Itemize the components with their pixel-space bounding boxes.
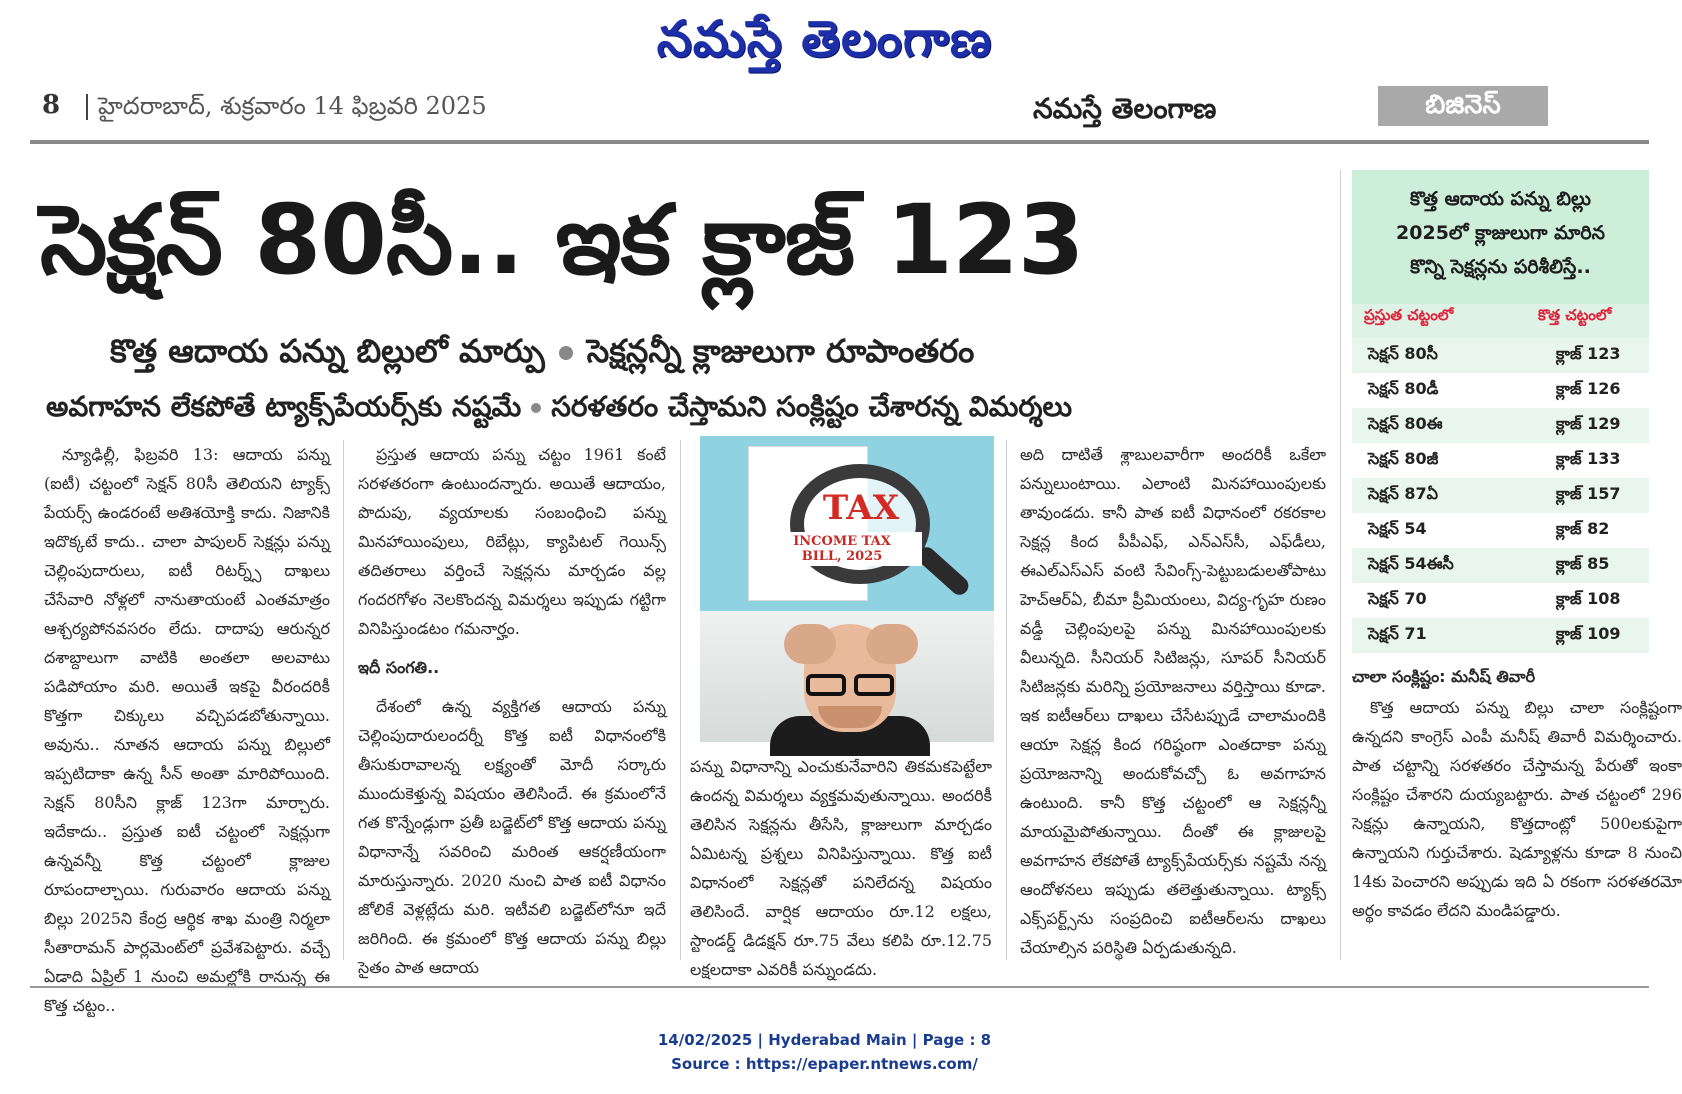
bill-label-line-1: INCOME TAX <box>793 534 891 549</box>
subheadline-1b: సెక్షన్లన్నీ క్లాజులుగా రూపాంతరం <box>586 332 975 370</box>
table-title-line-3: కొన్ని సెక్షన్లను పరిశీలిస్తే.. <box>1410 256 1591 278</box>
top-rule <box>30 140 1649 144</box>
folio-paper-name: నమస్తే తెలంగాణ <box>1033 92 1217 125</box>
man-left-hand <box>784 624 836 664</box>
column-2-text-b: దేశంలో ఉన్న వ్యక్తిగత ఆదాయ పన్ను చెల్లింపుదారులందర్నీ కొత్త ఐటీ విధానంలోకి తీసుకురావాలన్న లక్ష్యంతో మోదీ సర్కారు ముందుకెళ్తున్న విషయం తెలిసిందే. ఈ క్రమంలోనే గత కొన్నేండ్లుగా ప్రతీ బడ్జెట్‌లో కొత్త ఆదాయ పన్ను విధానాన్నే సవరించి మరింత ఆకర్షణీయంగా మారుస్తున్నారు. 2020 నుంచి పాత ఐటీ విధానం జోలికే వెళ్లట్లేదు మరి. ఇటీవలి బడ్జెట్‌లోనూ ఇదే జరిగింది. ఈ క్రమంలో కొత్త ఆదాయ పన్ను బిల్లు సైతం పాత ఆదాయ <box>358 697 666 977</box>
subheadline-1a: కొత్త ఆదాయ పన్ను బిల్లులో మార్పు <box>110 332 545 370</box>
table-row <box>1352 513 1649 548</box>
table-title-line-1: కొత్త ఆదాయ పన్ను బిల్లు <box>1409 188 1592 210</box>
old-section: సెక్షన్ 71 <box>1368 624 1427 643</box>
subheadline-1 <box>110 332 1310 378</box>
bullet-dot <box>531 403 541 413</box>
epaper-footer <box>0 1028 1649 1076</box>
man-glasses <box>804 674 896 696</box>
folio-bar <box>38 86 1538 130</box>
table-row <box>1352 373 1649 408</box>
table-row <box>1352 618 1649 653</box>
old-section: సెక్షన్ 54 <box>1368 519 1427 538</box>
subheadline-2 <box>46 390 1326 430</box>
new-clause: క్లాజ్ 157 <box>1556 484 1621 503</box>
side-article-body: కొత్త ఆదాయ పన్ను బిల్లు చాలా సంక్లిష్టంగా ఉన్నదని కాంగ్రెస్ ఎంపీ మనీష్ తివారీ విమర్శించారు. పాత చట్టాన్ని సరళతరం చేస్తామన్న పేరుతో ఇంకా సంక్లిష్టం చేశారని దుయ్యబట్టారు. పాత చట్టంలో 296 సెక్షన్లు ఉన్నాయని, కొత్తదాంట్లో 500లకుపైగా ఉన్నాయని గుర్తుచేశారు. షెడ్యూళ్లను కూడా 8 నుంచి 14కు పెంచారని అప్పుడు ఇది ఏ రకంగా సరళతరమో అర్థం కావడం లేదని మండిపడ్డారు. <box>1352 698 1682 920</box>
article-column-2 <box>358 440 666 977</box>
new-clause: క్లాజ్ 82 <box>1556 519 1610 538</box>
column-2-subheading: ఇదీ సంగతి.. <box>358 658 440 677</box>
table-row <box>1352 443 1649 478</box>
folio-divider <box>86 94 88 120</box>
bullet-dot <box>559 346 573 360</box>
old-section: సెక్షన్ 80ఈ <box>1368 414 1443 433</box>
old-section: సెక్షన్ 80జీ <box>1368 449 1439 468</box>
column-header-old: ప్రస్తుత చట్టంలో <box>1364 306 1454 324</box>
new-clause: క్లాజ్ 85 <box>1556 554 1610 573</box>
newspaper-logo: నమస్తే తెలంగాణ <box>656 9 993 68</box>
table-row <box>1352 478 1649 513</box>
footer-source-line[interactable]: Source : https://epaper.ntnews.com/ <box>671 1055 978 1073</box>
column-divider <box>1006 440 1007 960</box>
article-column-4 <box>1020 440 1326 960</box>
tax-label: TAX <box>822 488 900 528</box>
article-headline: సెక్షన్ 80సీ.. ఇక క్లాజ్ 123 <box>40 184 1084 296</box>
table-title <box>1352 170 1649 304</box>
new-clause: క్లాజ్ 133 <box>1556 449 1621 468</box>
bottom-rule <box>30 986 1649 988</box>
article-column-1 <box>44 440 330 1015</box>
income-tax-bill-label <box>762 532 922 566</box>
article-column-3 <box>690 752 992 979</box>
column-2-text-a: ప్రస్తుత ఆదాయ పన్ను చట్టం 1961 కంటే సరళతరంగా ఉంటుందన్నారు. అయితే ఆదాయం, పొదుపు, వ్యయాలకు సంబంధించి పన్ను మినహాయింపులు, రిబేట్లు, క్యాపిటల్ గెయిన్స్ తదితరాలు వర్తించే సెక్షన్లను మార్చడం వల్ల గందరగోళం నెలకొందన్న విమర్శలు ఇప్పుడు గట్టిగా వినిపిస్తుండటం గమనార్హం. <box>358 445 666 638</box>
new-clause: క్లాజ్ 129 <box>1556 414 1621 433</box>
new-clause: క్లాజ్ 123 <box>1556 344 1621 363</box>
column-header-new: కొత్త చట్టంలో <box>1538 306 1612 324</box>
new-clause: క్లాజ్ 108 <box>1556 589 1621 608</box>
column-divider <box>1340 170 1341 960</box>
table-row <box>1352 338 1649 373</box>
column-1-text: న్యూఢిల్లీ, ఫిబ్రవరి 13: ఆదాయ పన్ను (ఐటీ) చట్టంలో సెక్షన్ 80సీ తెలియని ట్యాక్స్ పేయర్స్ ఉండరంటే అతిశయోక్తి కాదు. నిజానికి ఇదొక్కటే కాదు.. చాలా పాపులర్ సెక్షన్లు పన్ను చెల్లింపుదారులు, ఐటీ రిటర్న్స్ దాఖలు చేసేవారి నోళ్లలో నానుతాయంటే ఎంతమాత్రం ఆశ్చర్యపోనవసరం లేదు. దాదాపు ఆరున్నర దశాబ్దాలుగా వాటికి అంతలా అలవాటు పడిపోయాం మరి. అయితే ఇకపై వీరందరికీ కొత్తగా చిక్కులు వచ్చిపడబోతున్నాయి. అవును.. నూతన ఆదాయ పన్ను బిల్లులో ఇప్పటిదాకా ఉన్న సీన్ అంతా మారిపోయింది. సెక్షన్ 80సీని క్లాజ్ 123గా మార్చారు. ఇదేకాదు.. ప్రస్తుత ఐటీ చట్టంలో సెక్షన్లుగా ఉన్నవన్నీ కొత్త చట్టంలో క్లాజుల రూపందాల్చాయి. గురువారం ఆదాయ పన్ను బిల్లు 2025ని కేంద్ర ఆర్థిక శాఖ మంత్రి నిర్మలా సీతారామన్ పార్లమెంట్‌లో ప్రవేశపెట్టారు. వచ్చే ఏడాది ఏప్రిల్ 1 నుంచి అమల్లోకి రానున్న ఈ కొత్త చట్టం.. <box>44 445 330 1015</box>
table-row <box>1352 408 1649 443</box>
subheadline-2a: అవగాహన లేకపోతే ట్యాక్స్‌పేయర్స్‌కు నష్టమే <box>46 390 522 423</box>
table-row <box>1352 548 1649 583</box>
side-article-heading: చాలా సంక్లిష్టం: మనీష్ తివారీ <box>1352 667 1536 686</box>
article-photo <box>700 436 994 742</box>
section-clause-table <box>1352 170 1649 646</box>
old-section: సెక్షన్ 87ఏ <box>1368 484 1439 503</box>
column-4-text: అది దాటితే శ్లాబులవారీగా అందరికీ ఒకేలా పన్నులుంటాయి. ఎలాంటి మినహాయింపులకు తావుండదు. కానీ పాత ఐటీ విధానంలో రకరకాల సెక్షన్ల కింద పీపీఎఫ్, ఎన్ఎస్‌సీ, ఎఫ్‌డీలు, ఈఎల్ఎస్ఎస్ వంటి సేవింగ్స్-పెట్టుబడులతోపాటు హెచ్ఆర్ఏ, బీమా ప్రీమియంలు, విద్య-గృహ రుణం వడ్డీ చెల్లింపులపై పన్ను మినహాయింపులకు వీలున్నది. సీనియర్ సిటిజన్లు, సూపర్ సీనియర్ సిటిజన్లకు మరిన్ని ప్రయోజనాలు వర్తిస్తాయి కూడా. ఇక ఐటీఆర్‌లు దాఖలు చేసేటప్పుడే చాలామందికి ఆయా సెక్షన్ల కింద గరిష్ఠంగా ఎంతదాకా పన్ను ప్రయోజనాన్ని అందుకోవచ్చో ఓ అవగాహన ఉంటుంది. కానీ కొత్త చట్టంలో ఆ సెక్షన్లన్నీ మాయమైపోతున్నాయి. దీంతో ఈ క్లాజులపై అవగాహన లేకపోతే ట్యాక్స్‌పేయర్స్‌కు నష్టమే నన్న ఆందోళనలు ఇప్పుడు తలెత్తుతున్నాయి. ట్యాక్స్ ఎక్స్‌పర్ట్స్‌ను సంప్రదించి ఐటీఆర్‌లను దాఖలు చేయాల్సిన పరిస్థితి ఏర్పడుతున్నది. <box>1020 445 1326 957</box>
column-divider <box>680 440 681 960</box>
side-article <box>1352 662 1682 925</box>
section-tag: బిజినెస్ <box>1378 86 1548 126</box>
footer-edition-line: 14/02/2025 | Hyderabad Main | Page : 8 <box>657 1031 992 1049</box>
old-section: సెక్షన్ 80సీ <box>1368 344 1438 363</box>
man-right-hand <box>866 624 918 664</box>
subheadline-2b: సరళతరం చేస్తామని సంక్లిష్టం చేశారన్న విమర్శలు <box>551 390 1073 423</box>
bill-label-line-2: BILL, 2025 <box>801 549 883 564</box>
table-row <box>1352 583 1649 618</box>
column-3-text: పన్ను విధానాన్ని ఎంచుకునేవారిని తికమకపెట్టేలా ఉందన్న విమర్శలు వ్యక్తమవుతున్నాయి. అందరికీ తెలిసిన సెక్షన్లను తీసేసి, క్లాజులుగా మార్చడం ఏమిటన్న ప్రశ్నలు వినిపిస్తున్నాయి. కొత్త ఐటీ విధానంలో సెక్షన్లతో పనిలేదన్న విషయం తెలిసిందే. వార్షిక ఆదాయం రూ.12 లక్షలు, స్టాండర్డ్ డిడక్షన్ రూ.75 వేలు కలిపి రూ.12.75 లక్షలదాకా ఎవరికీ పన్నుండదు. <box>690 757 992 979</box>
new-clause: క్లాజ్ 109 <box>1556 624 1621 643</box>
table-title-line-2: 2025లో క్లాజులుగా మారిన <box>1396 222 1605 244</box>
page-number: 8 <box>42 90 61 120</box>
column-divider <box>343 440 344 960</box>
old-section: సెక్షన్ 70 <box>1368 589 1427 608</box>
masthead <box>0 6 1649 72</box>
table-rows <box>1352 338 1649 653</box>
new-clause: క్లాజ్ 126 <box>1556 379 1621 398</box>
folio-date: హైదరాబాద్, శుక్రవారం 14 ఫిబ్రవరి 2025 <box>98 92 487 120</box>
old-section: సెక్షన్ 80డీ <box>1368 379 1439 398</box>
old-section: సెక్షన్ 54ఈసీ <box>1368 554 1454 573</box>
